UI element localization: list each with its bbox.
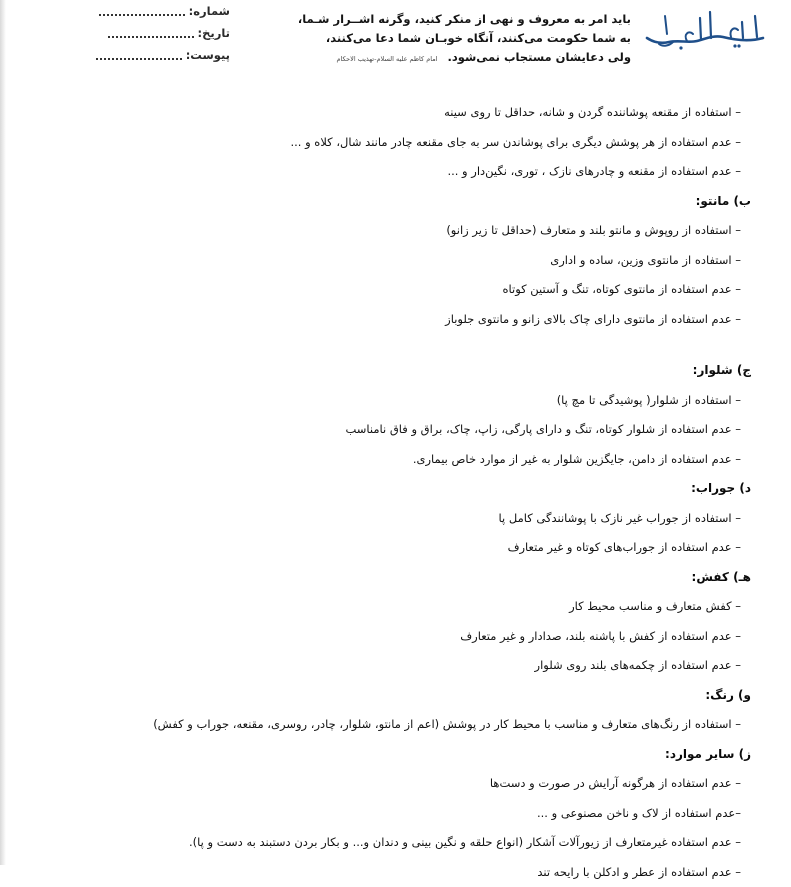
- section-heading-sayer: ز) سایر موارد:: [41, 740, 751, 770]
- quote-line-3-text: ولی دعایشان مستجاب نمی‌شود.: [448, 50, 631, 64]
- date-dotted-line: [108, 28, 194, 38]
- list-item: – استفاده از شلوار( پوشیدگی تا مچ پا): [41, 386, 741, 416]
- list-item: – استفاده از مقنعه پوشاننده گردن و شانه، حداقل تا روی سینه: [41, 98, 741, 128]
- bismillah-calligraphy-icon: [639, 4, 769, 52]
- scan-edge-shadow: [0, 0, 6, 865]
- number-label: شماره:: [189, 4, 230, 18]
- list-item: – عدم استفاده از مقنعه و چادرهای نازک ، توری، نگین‌دار و ...: [41, 157, 741, 187]
- date-field: [80, 22, 230, 44]
- attachment-dotted-line: [96, 50, 182, 60]
- section-heading-rang: و) رنگ:: [41, 681, 751, 711]
- list-item: – عدم استفاده از دامن، جایگزین شلوار به غیر از موارد خاص بیماری.: [41, 445, 741, 475]
- list-item: –عدم استفاده از لاک و ناخن مصنوعی و ...: [41, 799, 741, 829]
- list-item: – عدم استفاده از مانتوی دارای چاک بالای زانو و مانتوی جلوباز: [41, 305, 741, 335]
- list-item: – عدم استفاده از هرگونه آرایش در صورت و دست‌ها: [41, 769, 741, 799]
- section-heading-shalvar: ج) شلوار:: [41, 356, 751, 386]
- number-dotted-line: [99, 6, 185, 16]
- quote-line-3: [271, 48, 631, 69]
- hadith-quote: [271, 10, 631, 69]
- section-spacer: [41, 334, 741, 356]
- list-item: – استفاده از جوراب غیر نازک با پوشانندگی کامل پا: [41, 504, 741, 534]
- section-heading-manto: ب) مانتو:: [41, 187, 751, 217]
- list-item: – استفاده از رنگ‌های متعارف و مناسب با محیط کار در پوشش (اعم از مانتو، شلوار، چادر، روسری، مقنعه، جوراب و کفش): [41, 710, 741, 740]
- dress-code-body: [41, 98, 741, 887]
- section-heading-jurab: د) جوراب:: [41, 474, 751, 504]
- list-item: – استفاده از مانتوی وزین، ساده و اداری: [41, 246, 741, 276]
- list-item: – عدم استفاده از مانتوی کوتاه، تنگ و آستین کوتاه: [41, 275, 741, 305]
- list-item: – عدم استفاده از هر پوشش دیگری برای پوشاندن سر به جای مقنعه چادر مانند شال، کلاه و ...: [41, 128, 741, 158]
- bismillah-calligraphy-logo: [639, 4, 769, 52]
- list-item: – عدم استفاده غیرمتعارف از زیورآلات آشکار (انواع حلقه و نگین بینی و دندان و... و بکار بردن دستبند به دست و پا).: [41, 828, 741, 858]
- date-label: تاریخ:: [198, 26, 230, 40]
- list-item: – عدم استفاده از عطر و ادکلن با رایحه تند: [41, 858, 741, 887]
- list-item: – عدم استفاده از کفش با پاشنه بلند، صدادار و غیر متعارف: [41, 622, 741, 652]
- number-field: [80, 0, 230, 22]
- list-item: – کفش متعارف و مناسب محیط کار: [41, 592, 741, 622]
- attachment-label: پیوست:: [186, 48, 230, 62]
- list-item: – عدم استفاده از چکمه‌های بلند روی شلوار: [41, 651, 741, 681]
- list-item: – استفاده از روپوش و مانتو بلند و متعارف (حداقل تا زیر زانو): [41, 216, 741, 246]
- list-item: – عدم استفاده از جوراب‌های کوتاه و غیر متعارف: [41, 533, 741, 563]
- list-item: – عدم استفاده از شلوار کوتاه، تنگ و دارای پارگی، زاپ، چاک، براق و فاق نامناسب: [41, 415, 741, 445]
- letterhead: [0, 0, 791, 86]
- section-heading-kafsh: هـ) کفش:: [41, 563, 751, 593]
- quote-line-1: باید امر به معروف و نهی از منکر کنید، وگرنه اشــرار شـما،: [271, 10, 631, 29]
- quote-line-2: به شما حکومت می‌کنند، آنگاه خوبـان شما دعا می‌کنند،: [271, 29, 631, 48]
- quote-source: امام کاظم علیه السلام-تهذیب الاحکام: [337, 55, 438, 63]
- attachment-field: [80, 44, 230, 66]
- letter-meta-fields: [80, 0, 230, 66]
